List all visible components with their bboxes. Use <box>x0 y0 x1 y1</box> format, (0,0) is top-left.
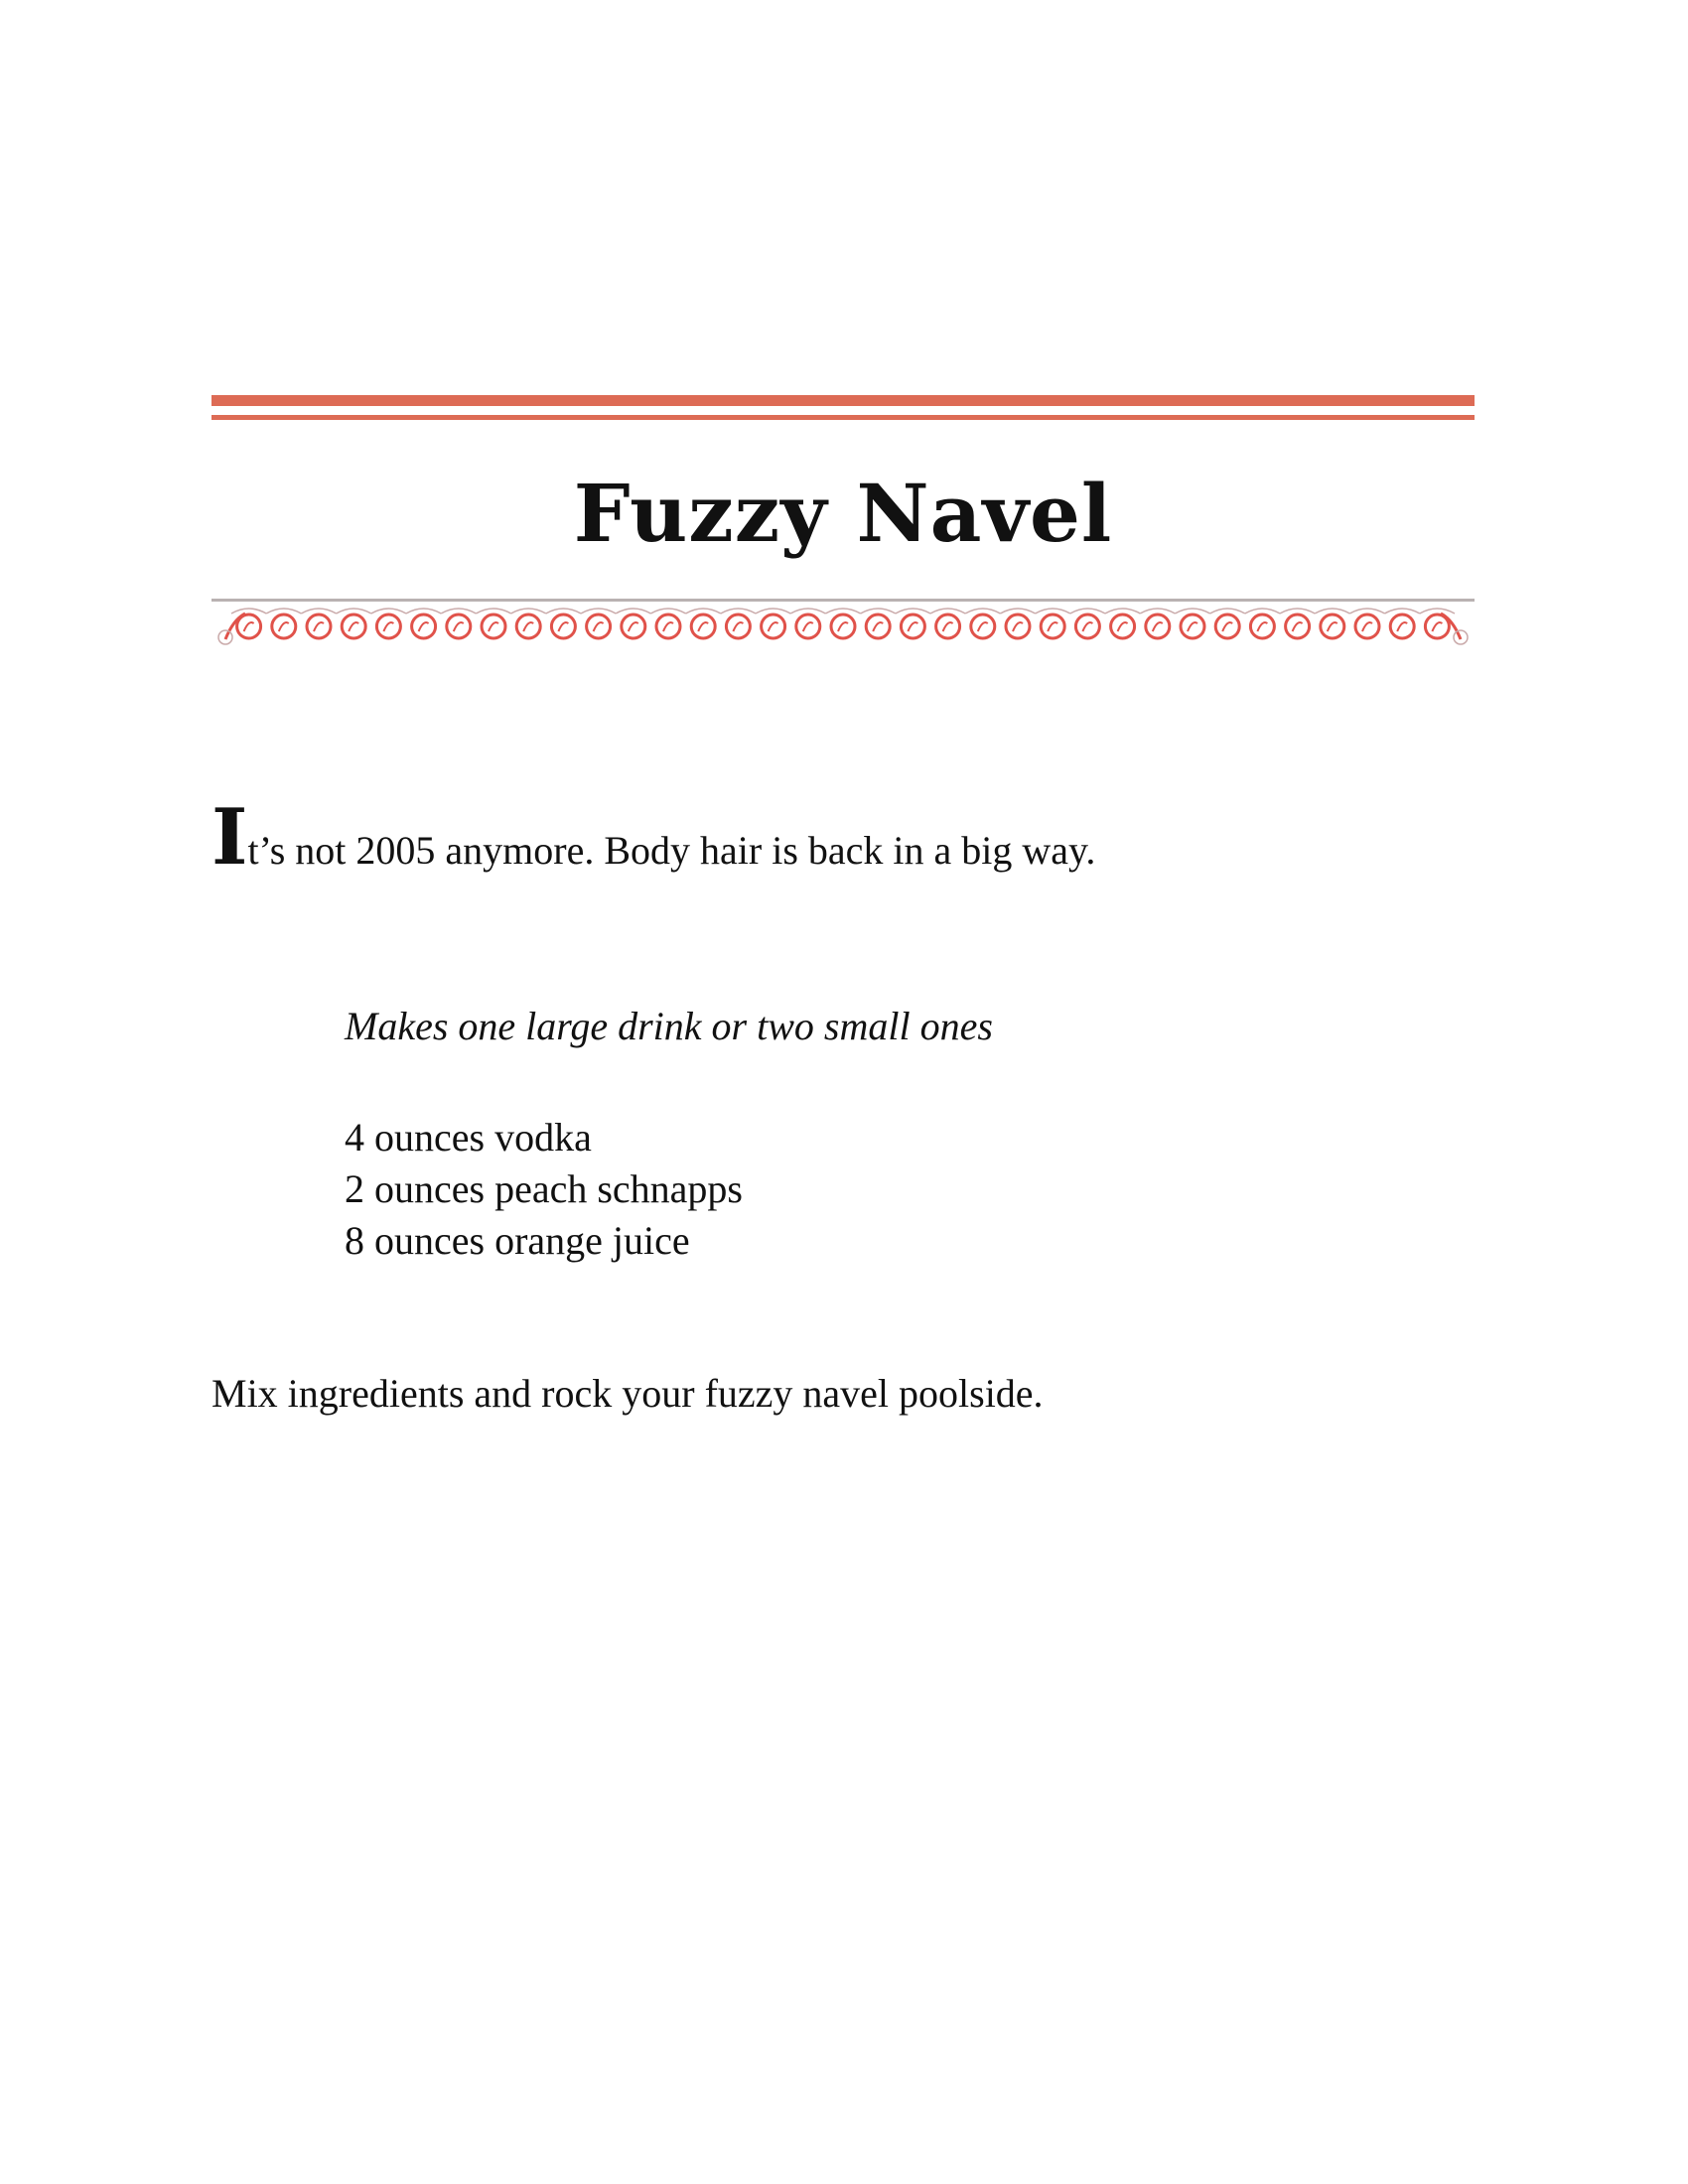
ornament-arc <box>790 609 825 614</box>
ornament-arc <box>371 609 406 614</box>
ornament-arc <box>546 609 581 614</box>
ornament-arc <box>686 609 721 614</box>
ornament-arc <box>511 609 546 614</box>
ornament-arc <box>896 609 930 614</box>
ornament-arc <box>825 609 860 614</box>
ornament-arc <box>337 609 371 614</box>
ornament-ring <box>1250 614 1274 638</box>
ornament-ring <box>726 614 750 638</box>
ornament-ring <box>691 614 715 638</box>
ornament-arc <box>1385 609 1420 614</box>
ornament-curl <box>1293 622 1303 631</box>
ornament-curl <box>803 622 813 631</box>
recipe-yield: Makes one large drink or two small ones <box>345 1004 993 1048</box>
ornament-ring <box>936 614 960 638</box>
ornament-ring <box>1146 614 1170 638</box>
ornament-arc <box>1280 609 1315 614</box>
ornament-arc <box>1315 609 1349 614</box>
ornament-arc <box>301 609 336 614</box>
ornament-curl <box>733 622 743 631</box>
ornament-ring <box>831 614 855 638</box>
ornament-curl <box>1048 622 1057 631</box>
ornament-curl <box>419 622 429 631</box>
ornament-arc <box>1420 609 1455 614</box>
ornament-curl <box>383 622 393 631</box>
ornament-curl <box>1257 622 1267 631</box>
ornament-curl <box>1222 622 1232 631</box>
intro-paragraph <box>211 792 1096 883</box>
ornament-curl <box>489 622 498 631</box>
ornament-ring <box>796 614 820 638</box>
ornament-ring <box>1390 614 1414 638</box>
ornament-curl <box>698 622 708 631</box>
ornament-ring <box>656 614 680 638</box>
drop-cap: I <box>211 792 248 883</box>
ornament-arc <box>1036 609 1070 614</box>
ornament-curl <box>279 622 289 631</box>
ornament-arc <box>616 609 650 614</box>
ornament-arc <box>1349 609 1384 614</box>
ornament-curl <box>978 622 988 631</box>
ornament-ring <box>762 614 785 638</box>
ornament-arc <box>476 609 510 614</box>
ornament-curl <box>349 622 358 631</box>
ornament-curl <box>1328 622 1337 631</box>
ornament-ring <box>482 614 505 638</box>
ingredient-item: 4 ounces vodka <box>345 1115 592 1160</box>
ornament-curl <box>769 622 778 631</box>
ornament-curl <box>454 622 464 631</box>
ornament-curl <box>663 622 673 631</box>
top-accent-rule-thin <box>211 415 1475 420</box>
ornament-curl <box>558 622 568 631</box>
intro-text: t’s not 2005 anymore. Body hair is back in a big way. <box>247 828 1096 873</box>
top-accent-rule <box>211 395 1475 406</box>
ornament-curl <box>244 622 254 631</box>
ornament-ring <box>622 614 645 638</box>
ingredient-item: 8 ounces orange juice <box>345 1218 690 1263</box>
ornament-arc <box>965 609 1000 614</box>
ornament-curl <box>1118 622 1128 631</box>
ornament-curl <box>629 622 638 631</box>
ornament-ring <box>1286 614 1310 638</box>
ornament-ring <box>587 614 611 638</box>
ornament-ring <box>551 614 575 638</box>
ornament-ring <box>901 614 924 638</box>
ornament-ring <box>1041 614 1064 638</box>
ornament-arc <box>721 609 756 614</box>
ornament-arc <box>1070 609 1105 614</box>
ornament-ring <box>1181 614 1204 638</box>
ornament-curl <box>1153 622 1163 631</box>
ornament-curl <box>908 622 917 631</box>
ornament-ring <box>307 614 331 638</box>
ornament-ring <box>1215 614 1239 638</box>
ornament-ring <box>1111 614 1135 638</box>
ornament-curl <box>1432 622 1442 631</box>
ornament-curl <box>594 622 604 631</box>
ornament-arc <box>231 609 266 614</box>
ornament-arc <box>756 609 790 614</box>
ornament-arc <box>406 609 441 614</box>
ornament-curl <box>1013 622 1023 631</box>
ornament-ring <box>342 614 365 638</box>
ornament-ring <box>971 614 995 638</box>
ornament-ring <box>866 614 890 638</box>
ornament-arc <box>1000 609 1035 614</box>
ornament-arc <box>441 609 476 614</box>
ornament-arc <box>1105 609 1140 614</box>
ornament-arc <box>650 609 685 614</box>
ornament-arc <box>1245 609 1280 614</box>
ornament-arc <box>930 609 965 614</box>
page-title: Fuzzy Navel <box>573 467 1113 560</box>
ornament-arc <box>861 609 896 614</box>
ornament-curl <box>873 622 883 631</box>
ornament-curl <box>523 622 533 631</box>
ornament-ring <box>1006 614 1030 638</box>
ornament-ring <box>272 614 296 638</box>
ornament-curl <box>1397 622 1407 631</box>
ornament-curl <box>314 622 324 631</box>
ingredient-item: 2 ounces peach schnapps <box>345 1166 743 1211</box>
instructions: Mix ingredients and rock your fuzzy navel poolside. <box>211 1371 1044 1416</box>
ornament-curl <box>943 622 953 631</box>
ornament-curl <box>838 622 848 631</box>
ornament-arc <box>266 609 301 614</box>
ornament-arc <box>1175 609 1209 614</box>
ornament-arc <box>581 609 616 614</box>
ornament-ring <box>376 614 400 638</box>
ornament-ring <box>1321 614 1344 638</box>
ornament-ring <box>1355 614 1379 638</box>
ornament-ring <box>516 614 540 638</box>
ornament-arc <box>1140 609 1175 614</box>
ornament-ring <box>447 614 471 638</box>
ornament-arc <box>1210 609 1245 614</box>
ornament-ring <box>412 614 436 638</box>
ornament-curl <box>1188 622 1197 631</box>
ornament-ring <box>1075 614 1099 638</box>
ornament-curl <box>1082 622 1092 631</box>
ingredient-list <box>345 1112 743 1267</box>
ornament-curl <box>1362 622 1372 631</box>
ornamental-border <box>211 602 1475 649</box>
